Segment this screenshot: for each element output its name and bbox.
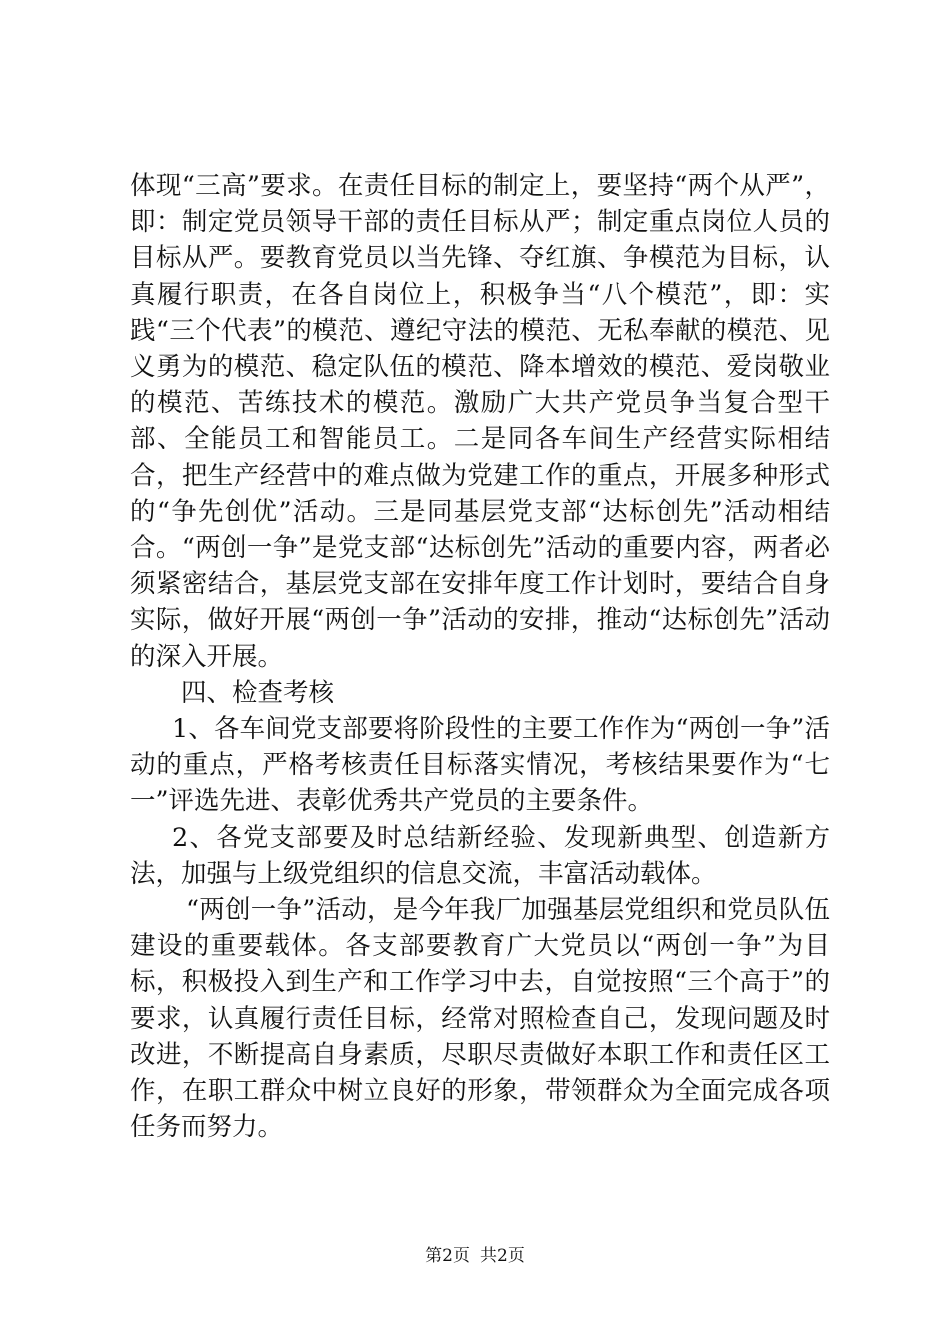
paragraph-continuation: 体现“三高”要求。在责任目标的制定上，要坚持“两个从严”，即：制定党员领导干部的责任目标从严；制定重点岗位人员的目标从严。要教育党员以当先锋、夺红旗、争模范为目标，认真履行职责，在各自岗位上，积极争当“八个模范”，即：实践“三个代表”的模范、遵纪守法的模范、无私奉献的模范、见义勇为的模范、稳定队伍的模范、降本增效的模范、爱岗敬业的模范、苦练技术的模范。激励广大共产党员争当复合型干部、全能员工和智能员工。二是同各车间生产经营实际相结合，把生产经营中的难点做为党建工作的重点，开展多种形式的“争先创优”活动。三是同基层党支部“达标创先”活动相结合。“两创一争”是党支部“达标创先”活动的重要内容，两者必须紧密结合，基层党支部在安排年度工作计划时，要结合自身实际，做好开展“两创一争”活动的安排，推动“达标创先”活动的深入开展。 [130, 171, 830, 672]
page-number: 第2页 [425, 1246, 470, 1266]
page-footer [0, 1245, 950, 1267]
paragraph-conclusion: “两创一争”活动，是今年我厂加强基层党组织和党员队伍建设的重要载体。各支部要教育广大党员以“两创一争”为目标，积极投入到生产和工作学习中去，自觉按照“三个高于”的要求，认真履行责任目标，经常对照检查自己，发现问题及时改进，不断提高自身素质，尽职尽责做好本职工作和责任区工作，在职工群众中树立良好的形象，带领群众为全面完成各项任务而努力。 [130, 895, 830, 1143]
section-heading-inspection: 四、检查考核 [181, 677, 335, 708]
paragraph-item-2: 2、各党支部要及时总结新经验、发现新典型、创造新方法，加强与上级党组织的信息交流，丰富活动载体。 [130, 822, 830, 889]
paragraph-item-1: 1、各车间党支部要将阶段性的主要工作作为“两创一争”活动的重点，严格考核责任目标落实情况，考核结果要作为“七一”评选先进、表彰优秀共产党员的主要条件。 [130, 714, 830, 817]
page-total: 共2页 [480, 1246, 525, 1266]
document-body [130, 168, 830, 1145]
